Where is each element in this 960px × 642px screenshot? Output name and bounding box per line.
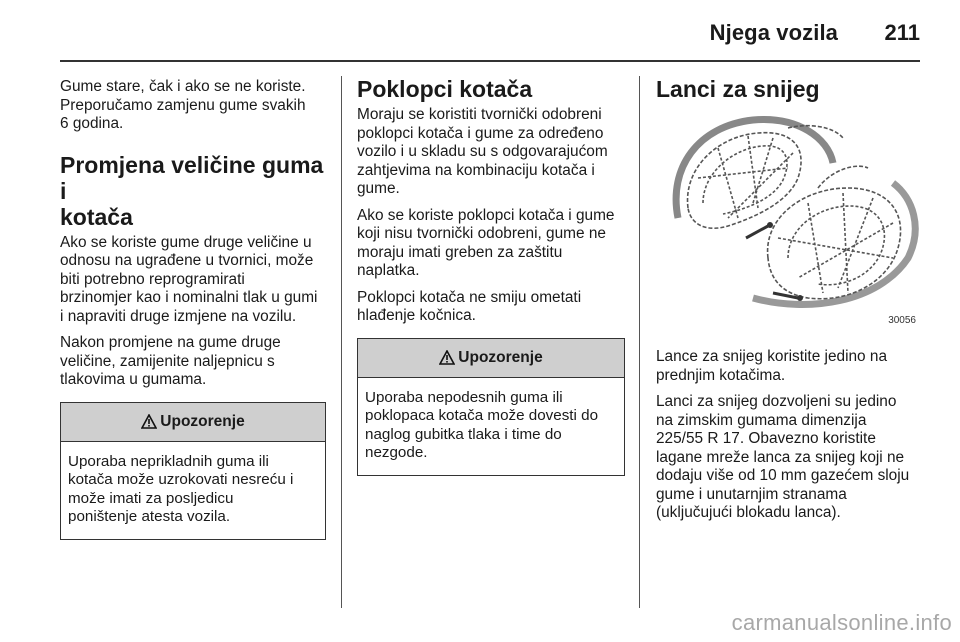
warning-header <box>61 403 325 442</box>
wheel-covers-paragraph-1: Moraju se koristiti tvornički odobreni poklopci kotača i gume za određeno vozilo i u skladu su s odgovarajućom zahtjevima na kombinaciju kotača i gume. <box>357 106 608 197</box>
page-header <box>60 14 920 56</box>
section-heading-tyre-size: Promjena veličine guma i kotača <box>60 151 324 230</box>
watermark: carmanualsonline.info <box>731 610 952 635</box>
snow-chains-paragraph-1: Lance za snijeg koristite jedino na prednjim kotačima. <box>656 348 888 384</box>
wheel-covers-paragraph-2: Ako se koriste poklopci kotača i gume koji nisu tvornički odobreni, gume ne moraju imati greben za zaštitu naplatka. <box>357 206 615 279</box>
header-title: Njega vozila <box>709 20 838 45</box>
warning-header <box>358 339 624 378</box>
snow-chain-icon <box>658 108 922 318</box>
warning-text: Uporaba nepodesnih guma ili poklopaca kotača može dovesti do naglog gubitka tlaka i time do nezgode. <box>365 388 599 461</box>
section-heading-wheel-covers: Poklopci kotača <box>357 76 533 102</box>
header-rule <box>60 60 920 62</box>
section-heading-snow-chains: Lanci za snijeg <box>656 76 820 102</box>
page-number: 211 <box>884 20 920 45</box>
column-3 <box>656 66 924 531</box>
warning-title: Upozorenje <box>160 412 245 430</box>
snow-chains-illustration <box>658 108 922 326</box>
intro-paragraph: Gume stare, čak i ako se ne koriste. Preporučamo zamjenu gume svakih 6 godina. <box>60 78 306 132</box>
column-divider-2 <box>639 76 640 608</box>
warning-box-wheel-covers <box>357 338 625 476</box>
snow-chains-paragraph-2: Lanci za snijeg dozvoljeni su jedino na zimskim gumama dimenzija 225/55 R 17. Obavezno koristite lagane mreže lanca za snijeg koji ne dodaju više od 10 mm gazećem sloju gume i unutarnjim stranama (uključujući blokadu lanca). <box>656 393 910 521</box>
column-1 <box>60 66 326 540</box>
warning-triangle-icon <box>141 414 157 429</box>
warning-title: Upozorenje <box>458 348 543 366</box>
warning-text: Uporaba neprikladnih guma ili kotača može uzrokovati nesreću i može imati za posljedicu poništenje atesta vozila. <box>68 452 294 525</box>
wheel-covers-paragraph-3: Poklopci kotača ne smiju ometati hlađenje kočnica. <box>357 288 582 324</box>
tyre-size-paragraph-2: Nakon promjene na gume druge veličine, zamijenite naljepnicu s tlakovima u gumama. <box>60 334 281 388</box>
column-2 <box>357 66 625 476</box>
column-divider-1 <box>341 76 342 608</box>
warning-triangle-icon <box>439 350 455 365</box>
warning-box-tyres <box>60 402 326 540</box>
illustration-code: 30056 <box>888 315 916 326</box>
tyre-size-paragraph-1: Ako se koriste gume druge veličine u odnosu na ugrađene u tvornici, može biti potrebno reprogramirati brzinomjer kao i nominalni tlak u gumi i napraviti druge izmjene na vozilu. <box>60 233 318 325</box>
